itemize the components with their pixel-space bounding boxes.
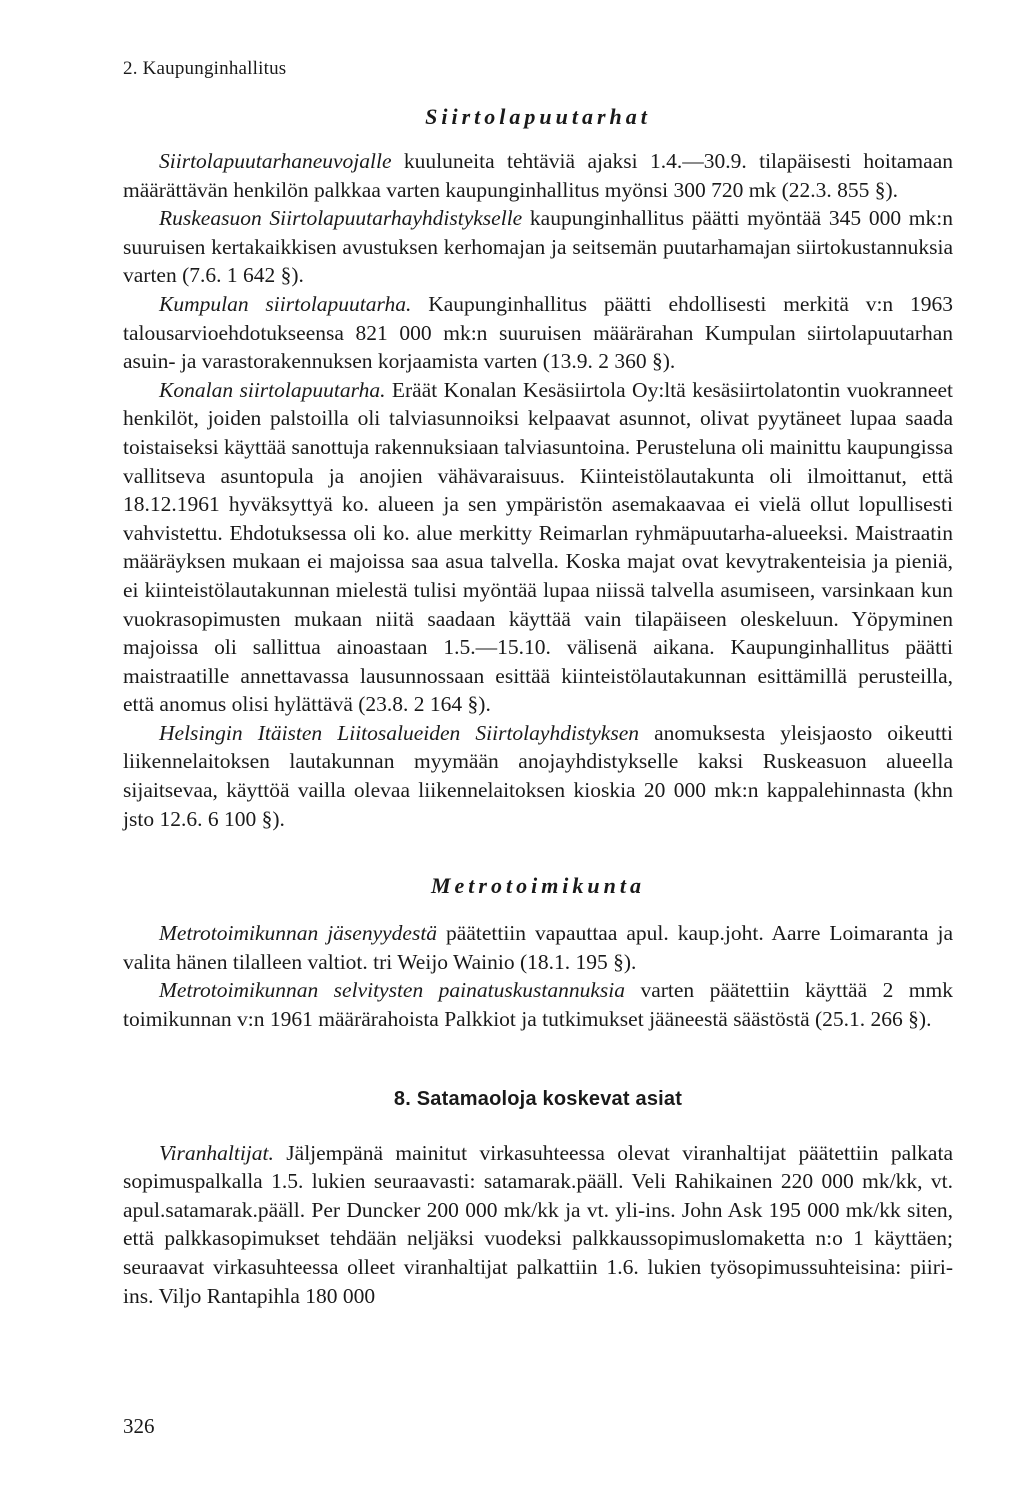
paragraph-lead: Kumpulan siirtolapuutarha.	[159, 291, 412, 316]
paragraph	[123, 719, 953, 833]
paragraph-text: varten päätettiin käyttää 2 mmk toimikunnan v:n 1961 määrärahoista Palkkiot ja tutkimukset jääneestä säästöstä (25.1. 266 §).	[123, 978, 953, 1032]
paragraph-lead: Ruskeasuon Siirtolapuutarhayhdistykselle	[159, 206, 523, 231]
chapter-title: 8. Satamaoloja koskevat asiat	[393, 1087, 683, 1110]
paragraph-text: Jäljempänä mainitut virkasuhteessa olevat viranhaltijat päätettiin palkata sopimuspalkalla 1.5. lukien seuraavasti: satamarak.pääll. Veli Rahikainen 220 000 mk/kk, vt. apul.satamarak.pääll. Per Duncker 200 000 mk/kk ja vt. yli-ins. John Ask 195 000 mk/kk siten, että palkkasopimukset tehdään neljäksi vuodeksi palkkaussopimuslomaketta n:o 1 käyttäen; seuraavat virkasuhteessa olleet viranhaltijat palkattiin 1.6. lukien työsopimussuhteisina: piiri-ins. Viljo Rantapihla 180 000	[123, 1140, 953, 1308]
chapter-body	[123, 1139, 953, 1311]
paragraph	[123, 1139, 953, 1311]
paragraph	[123, 147, 953, 204]
paragraph-lead: Metrotoimikunnan jäsenyydestä	[159, 921, 438, 946]
paragraph	[123, 976, 953, 1033]
paragraph-text: anomuksesta yleisjaosto oikeutti liikennelaitoksen lautakunnan myymään anojayhdistykselle kaksi Ruskeasuon alueella sijaitsevaa, käyttöä vailla olevaa liikennelaitoksen kioskia 20 000 mk:n kappalehinnasta (khn jsto 12.6. 6 100 §).	[123, 720, 953, 831]
paragraph-lead: Konalan siirtolapuutarha.	[159, 377, 386, 402]
paragraph-text: päätettiin vapauttaa apul. kaup.joht. Aarre Loimaranta ja valita hänen tilalleen valtiot. tri Weijo Wainio (18.1. 195 §).	[123, 921, 953, 974]
paragraph	[123, 204, 953, 290]
paragraph-lead: Siirtolapuutarhaneuvojalle	[159, 149, 392, 173]
section-title-siirtolapuutarhat: Siirtolapuutarhat	[425, 104, 651, 129]
paragraph-text: Kaupunginhallitus päätti ehdollisesti merkitä v:n 1963 talousarvioehdotukseensa 821 000 mk:n suuruisen määrärahan Kumpulan siirtolapuutarhan asuin- ja varastorakennuksen korjaamista varten (13.9. 2 360 §).	[123, 291, 953, 374]
section-body-siirtolapuutarhat	[123, 147, 953, 833]
paragraph	[123, 290, 953, 376]
section-body-metrotoimikunta	[123, 919, 953, 1033]
paragraph-text: kaupunginhallitus päätti myöntää 345 000 mk:n suuruisen kertakaikkisen avustuksen kerhomajan ja seitsemän puutarhamajan siirtokustannuksia varten (7.6. 1 642 §).	[123, 206, 953, 288]
paragraph	[123, 919, 953, 976]
paragraph-text: Eräät Konalan Kesäsiirtola Oy:ltä kesäsiirtolatontin vuokranneet henkilöt, joiden palstoilla oli talviasunnoiksi kelpaavat asunnot, olivat pyytäneet lupaa saada toistaiseksi käyttää sanottuja rakennuksiaan talviasuntoina. Perusteluna oli mainittu kaupungissa vallitseva asuntopula ja anojien vähävaraisuus. Kiinteistölautakunta oli ilmoittanut, että 18.12.1961 hyväksyttyä ko. alueen ja sen ympäristön asemakaavaa ei vielä ollut lopullisesti vahvistettu. Ehdotuksessa oli ko. alue merkitty Reimarlan ryhmäpuutarha-alueeksi. Maistraatin määräyksen mukaan ei majoissa saa asua talvella. Koska majat ovat kevytrakenteisia ja pieniä, ei kiinteistölautakunnan mielestä tulisi myöntää lupaa niissä talvella asumiseen, varsinkaan kun vuokrasopimusten mukaan niitä saadaan käyttää vain tilapäiseen oleskeluun. Yöpyminen majoissa oli sallittua ainoastaan 1.5.—15.10. välisenä aikana. Kaupunginhallitus päätti maistraatille annettavassa lausunnossaan esittää kiinteistölautakunnan esittämillä perusteilla, että anomus olisi hylättävä (23.8. 2 164 §).	[123, 377, 953, 717]
paragraph-lead: Metrotoimikunnan selvitysten painatuskustannuksia	[159, 978, 626, 1003]
paragraph-lead: Viranhaltijat.	[159, 1140, 274, 1165]
section-title-metrotoimikunta: Metrotoimikunta	[430, 873, 646, 899]
paragraph-text: kuuluneita tehtäviä ajaksi 1.4.—30.9. tilapäisesti hoitamaan määrättävän henkilön palkkaa varten kaupunginhallitus myönsi 300 720 mk (22.3. 855 §).	[123, 149, 953, 202]
paragraph	[123, 376, 953, 719]
page-body	[123, 58, 953, 1310]
page-number: 326	[123, 1414, 155, 1438]
paragraph-lead: Helsingin Itäisten Liitosalueiden Siirtolayhdistyksen	[159, 720, 640, 745]
running-head: 2. Kaupunginhallitus	[123, 58, 287, 79]
